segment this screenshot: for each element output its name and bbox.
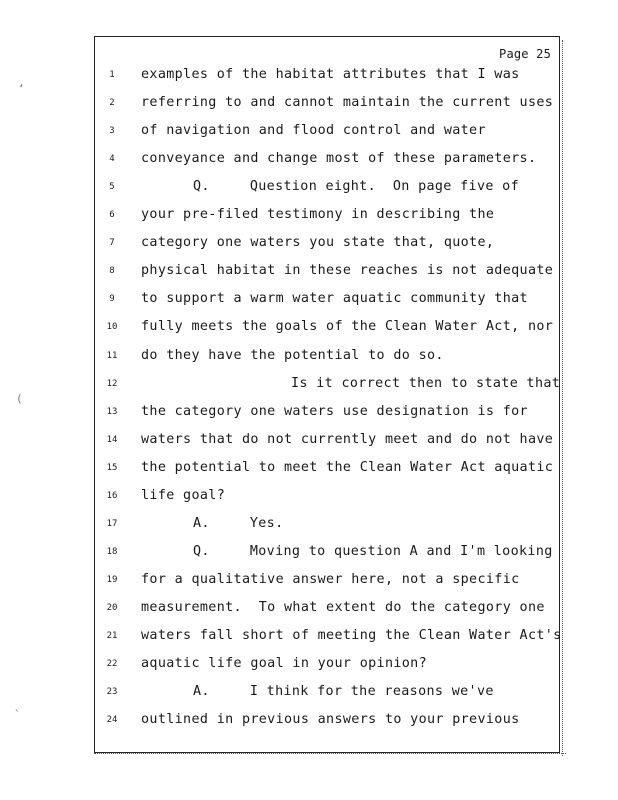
line-number: 2 [109,98,115,109]
transcript-line [95,404,555,428]
qa-text: Yes. [249,515,284,531]
line-number: 20 [106,602,118,613]
transcript-line [95,263,555,287]
line-number: 14 [106,434,118,445]
line-text: physical habitat in these reaches is not adequate [141,263,554,279]
line-text: for a qualitative answer here, not a specific [141,571,520,587]
line-number: 23 [106,687,118,698]
line-text: aquatic life goal in your opinion? [141,656,428,672]
line-number: 11 [106,350,118,361]
qa-marker: A. [193,684,210,700]
line-text: Is it correct then to state that [291,375,561,391]
line-number: 10 [106,322,118,333]
qa-text: I think for the reasons we've [249,684,494,700]
margin-smudge: ‘ [18,82,25,95]
line-number: 22 [106,659,118,670]
transcript-line [95,235,555,259]
qa-marker: A. [193,515,210,531]
transcript-line [95,123,555,147]
line-text: waters that do not currently meet and do not have [141,431,554,447]
transcript-line [95,712,555,736]
line-text: do they have the potential to do so. [141,347,444,363]
line-number: 6 [109,210,115,221]
line-text [141,684,494,699]
qa-text: Question eight. On page five of [249,179,520,195]
line-number: 1 [109,70,115,80]
line-text [141,544,553,559]
transcript-line [95,291,555,315]
line-text: of navigation and flood control and water [141,123,486,139]
line-text: measurement. To what extent do the category one [141,599,545,615]
line-number: 24 [106,715,118,726]
line-text: life goal? [141,487,226,503]
transcript-line [95,67,555,91]
line-text: category one waters you state that, quote, [141,235,495,251]
line-text: the potential to meet the Clean Water Act aquatic [141,459,554,475]
line-number: 5 [109,182,115,193]
line-number: 4 [109,154,115,165]
line-number: 8 [109,266,115,277]
line-text [141,516,283,531]
line-text: your pre-filed testimony in describing the [141,207,495,223]
line-text: examples of the habitat attributes that I was [141,67,520,82]
line-number: 12 [106,378,118,389]
line-text: referring to and cannot maintain the current uses [141,95,554,111]
line-text: outlined in previous answers to your previous [141,712,520,728]
transcript-line [95,656,555,680]
transcript-line [95,151,555,175]
transcript-line [95,207,555,231]
margin-smudge: ` [14,708,21,721]
line-number: 17 [106,518,118,529]
line-number: 18 [106,546,118,557]
line-number: 16 [106,490,118,501]
page-number-label: Page 25 [499,47,551,61]
line-number: 13 [106,406,118,417]
line-text [141,179,519,194]
transcript-line [95,348,555,372]
line-text: waters fall short of meeting the Clean Water Act's [141,628,562,643]
transcript-line [95,572,555,596]
transcript-line [95,319,555,343]
qa-marker: Q. [193,543,210,559]
line-text: the category one waters use designation is for [141,403,528,419]
line-number: 7 [109,238,115,249]
transcript-line [95,95,555,119]
page-edge-bottom [94,753,566,759]
transcript-line [95,516,555,540]
transcript-line [95,460,555,484]
transcript-line [95,488,555,512]
margin-smudge: ( [16,392,23,405]
qa-text: Moving to question A and I'm looking [249,543,553,559]
transcript-line [95,544,555,568]
line-number: 19 [106,574,118,585]
transcript-line [95,432,555,456]
transcript-line [95,375,561,400]
line-number: 9 [109,294,115,305]
qa-marker: Q. [193,179,210,195]
transcript-line [95,684,555,708]
line-number: 21 [106,631,118,641]
transcript-page-frame [94,36,560,753]
line-number: 3 [109,126,115,137]
line-text: fully meets the goals of the Clean Water Act, nor [141,319,554,335]
page-edge-right [562,40,567,756]
transcript-line [95,628,562,652]
line-number: 15 [106,462,118,473]
transcript-line [95,600,555,624]
line-text: conveyance and change most of these parameters. [141,151,537,167]
line-text: to support a warm water aquatic community that [141,291,528,307]
transcript-line [95,179,555,203]
